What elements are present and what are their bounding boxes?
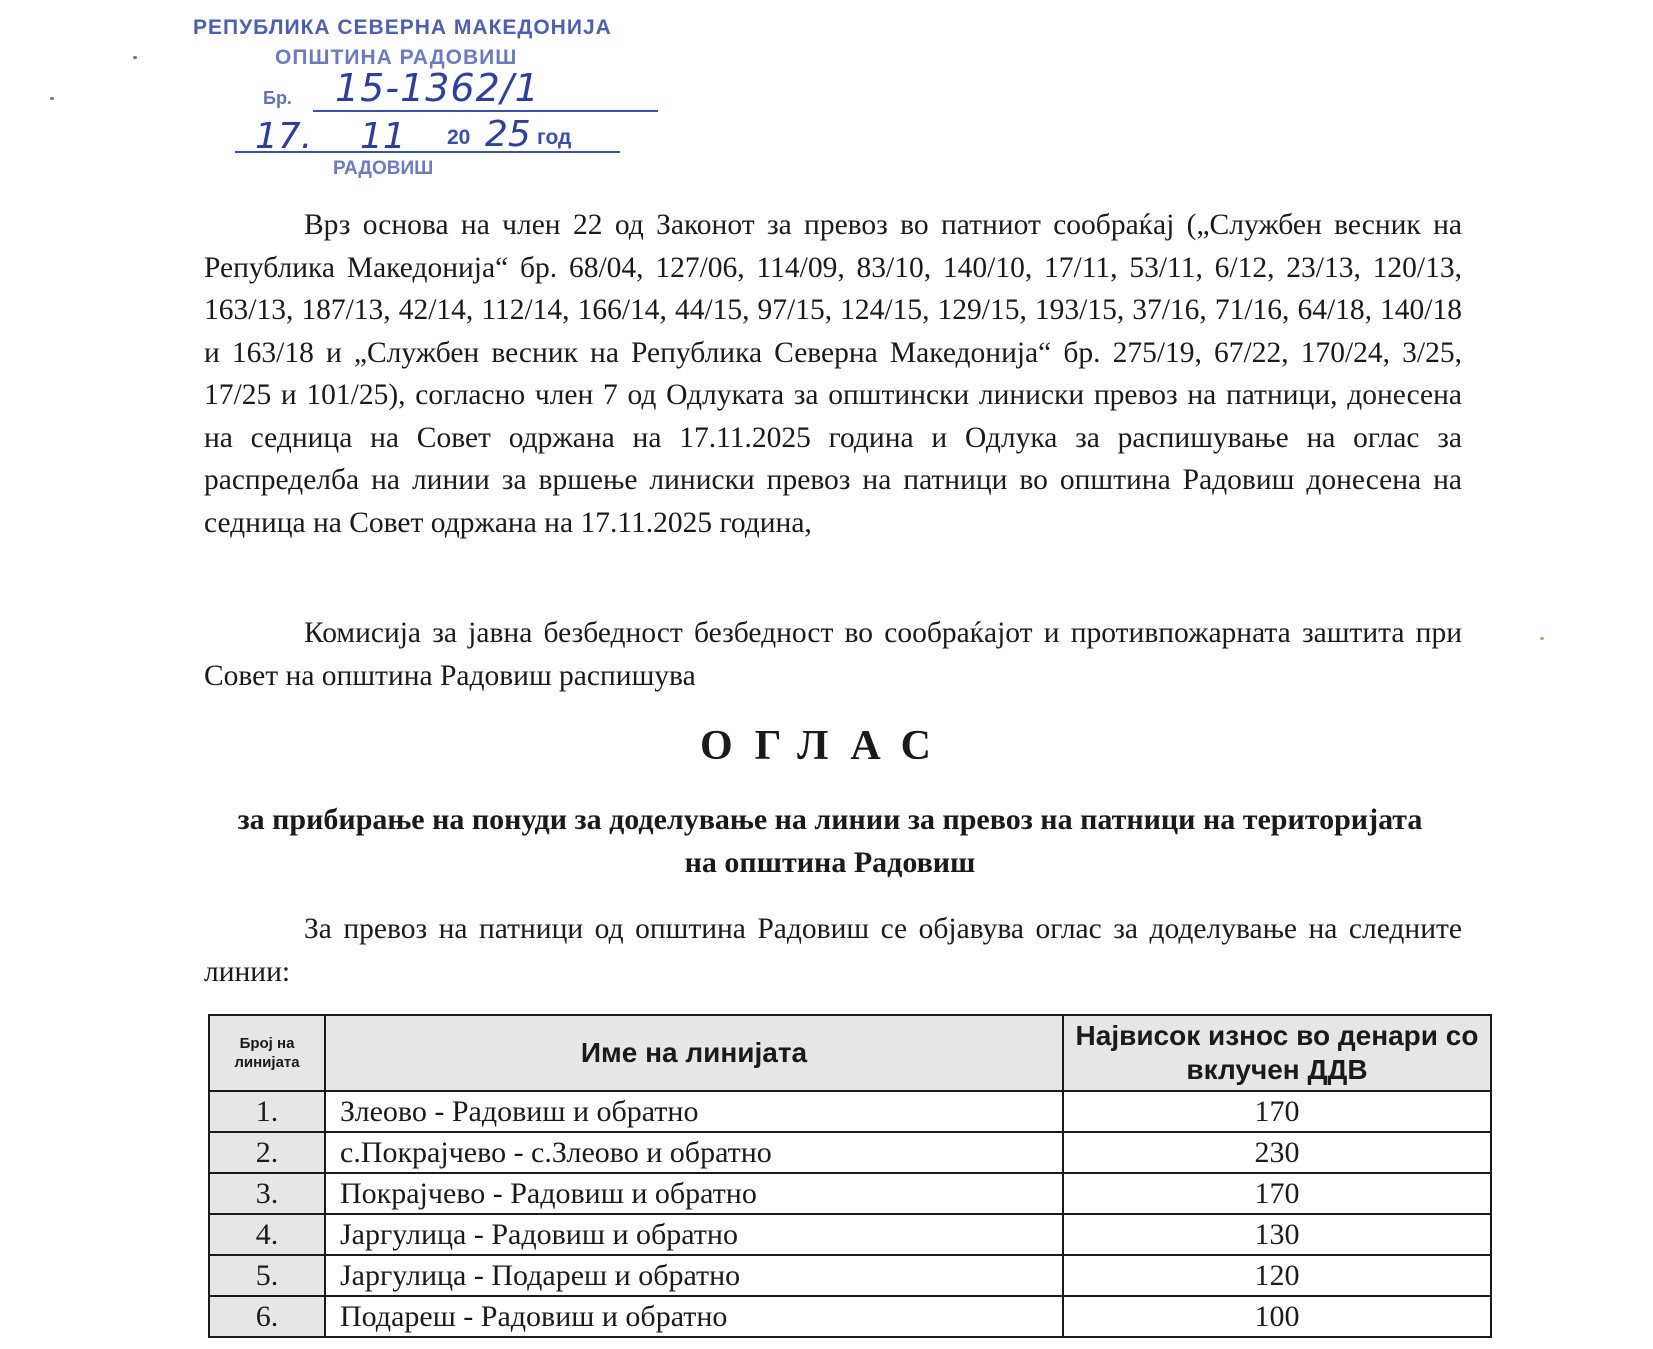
header-line-name: Име на линијата xyxy=(325,1015,1063,1091)
line-price: 120 xyxy=(1063,1255,1491,1296)
stamp-country: РЕПУБЛИКА СЕВЕРНА МАКЕДОНИЈА xyxy=(193,16,612,39)
intro-paragraph: За превоз на патници од општина Радовиш се објавува оглас за доделување на следните линии: xyxy=(204,913,1462,988)
commission-paragraph: Комисија за јавна безбедност безбедност во сообраќајот и противпожарната заштита при Совет на општина Радовиш распишува xyxy=(204,617,1462,692)
header-line-number: Број на линијата xyxy=(209,1015,325,1091)
stamp-number-value: 15-1362/1 xyxy=(335,66,540,110)
stamp-year-prefix: 20 xyxy=(447,126,471,149)
table-row xyxy=(209,1255,1491,1296)
line-price: 230 xyxy=(1063,1132,1491,1173)
stamp-date-day: 17. xyxy=(255,116,313,157)
table-row xyxy=(209,1091,1491,1132)
line-number: 4. xyxy=(209,1214,325,1255)
stamp-number-label: Бр. xyxy=(263,88,292,108)
line-number: 2. xyxy=(209,1132,325,1173)
line-price: 170 xyxy=(1063,1173,1491,1214)
line-price: 130 xyxy=(1063,1214,1491,1255)
line-price: 170 xyxy=(1063,1091,1491,1132)
line-name: Јаргулица - Подареш и обратно xyxy=(325,1255,1063,1296)
stamp-year-suffix: год xyxy=(537,126,572,149)
stamp-city: РАДОВИШ xyxy=(333,158,434,179)
table-row xyxy=(209,1296,1491,1337)
stamp-underline xyxy=(313,110,658,112)
line-number: 6. xyxy=(209,1296,325,1337)
scan-speck xyxy=(1540,637,1544,640)
header-max-price: Највисок износ во денари со вклучен ДДВ xyxy=(1063,1015,1491,1091)
line-number: 1. xyxy=(209,1091,325,1132)
scan-speck xyxy=(133,56,137,59)
table-row xyxy=(209,1214,1491,1255)
registry-stamp xyxy=(185,8,612,179)
document-title: ОГЛАС xyxy=(700,723,953,769)
legal-basis-paragraph: Врз основа на член 22 од Законот за превоз во патниот сообраќај („Службен весник на Република Македонија“ бр. 68/04, 127/06, 114/09, 83/10, 140/10, 17/11, 53/11, 6/12, 23/13, 120/13, 163/13, 187/13, 42/14, 112/14, 166/14, 44/15, 97/15, 124/15, 129/15, 193/15, 37/16, 71/16, 64/18, 140/18 и 163/18 и „Службен весник на Република Северна Македонија“ бр. 275/19, 67/22, 170/24, 3/25, 17/25 и 101/25), согласно член 7 од Одлуката за општински линиски превоз на патници, донесена на седница на Совет одржана на 17.11.2025 година и Одлука за распишување на оглас за распределба на линии за вршење линиски превоз на патници во општина Радовиш донесена на седница на Совет одржана на 17.11.2025 година, xyxy=(204,209,1462,539)
line-number: 3. xyxy=(209,1173,325,1214)
document-subtitle: за прибирање на понуди за доделување на линии за превоз на патници на територијата на општина Радовиш xyxy=(237,803,1423,879)
stamp-date-month: 11 xyxy=(360,116,406,157)
table-row xyxy=(209,1173,1491,1214)
line-name: Покрајчево - Радовиш и обратно xyxy=(325,1173,1063,1214)
line-name: Злеово - Радовиш и обратно xyxy=(325,1091,1063,1132)
lines-table xyxy=(208,1014,1492,1338)
line-number: 5. xyxy=(209,1255,325,1296)
stamp-municipality: ОПШТИНА РАДОВИШ xyxy=(275,46,518,69)
scan-speck xyxy=(50,97,54,100)
stamp-underline xyxy=(235,151,620,153)
line-price: 100 xyxy=(1063,1296,1491,1337)
table-header-row xyxy=(209,1015,1491,1091)
line-name: Подареш - Радовиш и обратно xyxy=(325,1296,1063,1337)
line-name: Јаргулица - Радовиш и обратно xyxy=(325,1214,1063,1255)
table-row xyxy=(209,1132,1491,1173)
stamp-year-value: 25 xyxy=(485,114,531,155)
line-name: с.Покрајчево - с.Злеово и обратно xyxy=(325,1132,1063,1173)
